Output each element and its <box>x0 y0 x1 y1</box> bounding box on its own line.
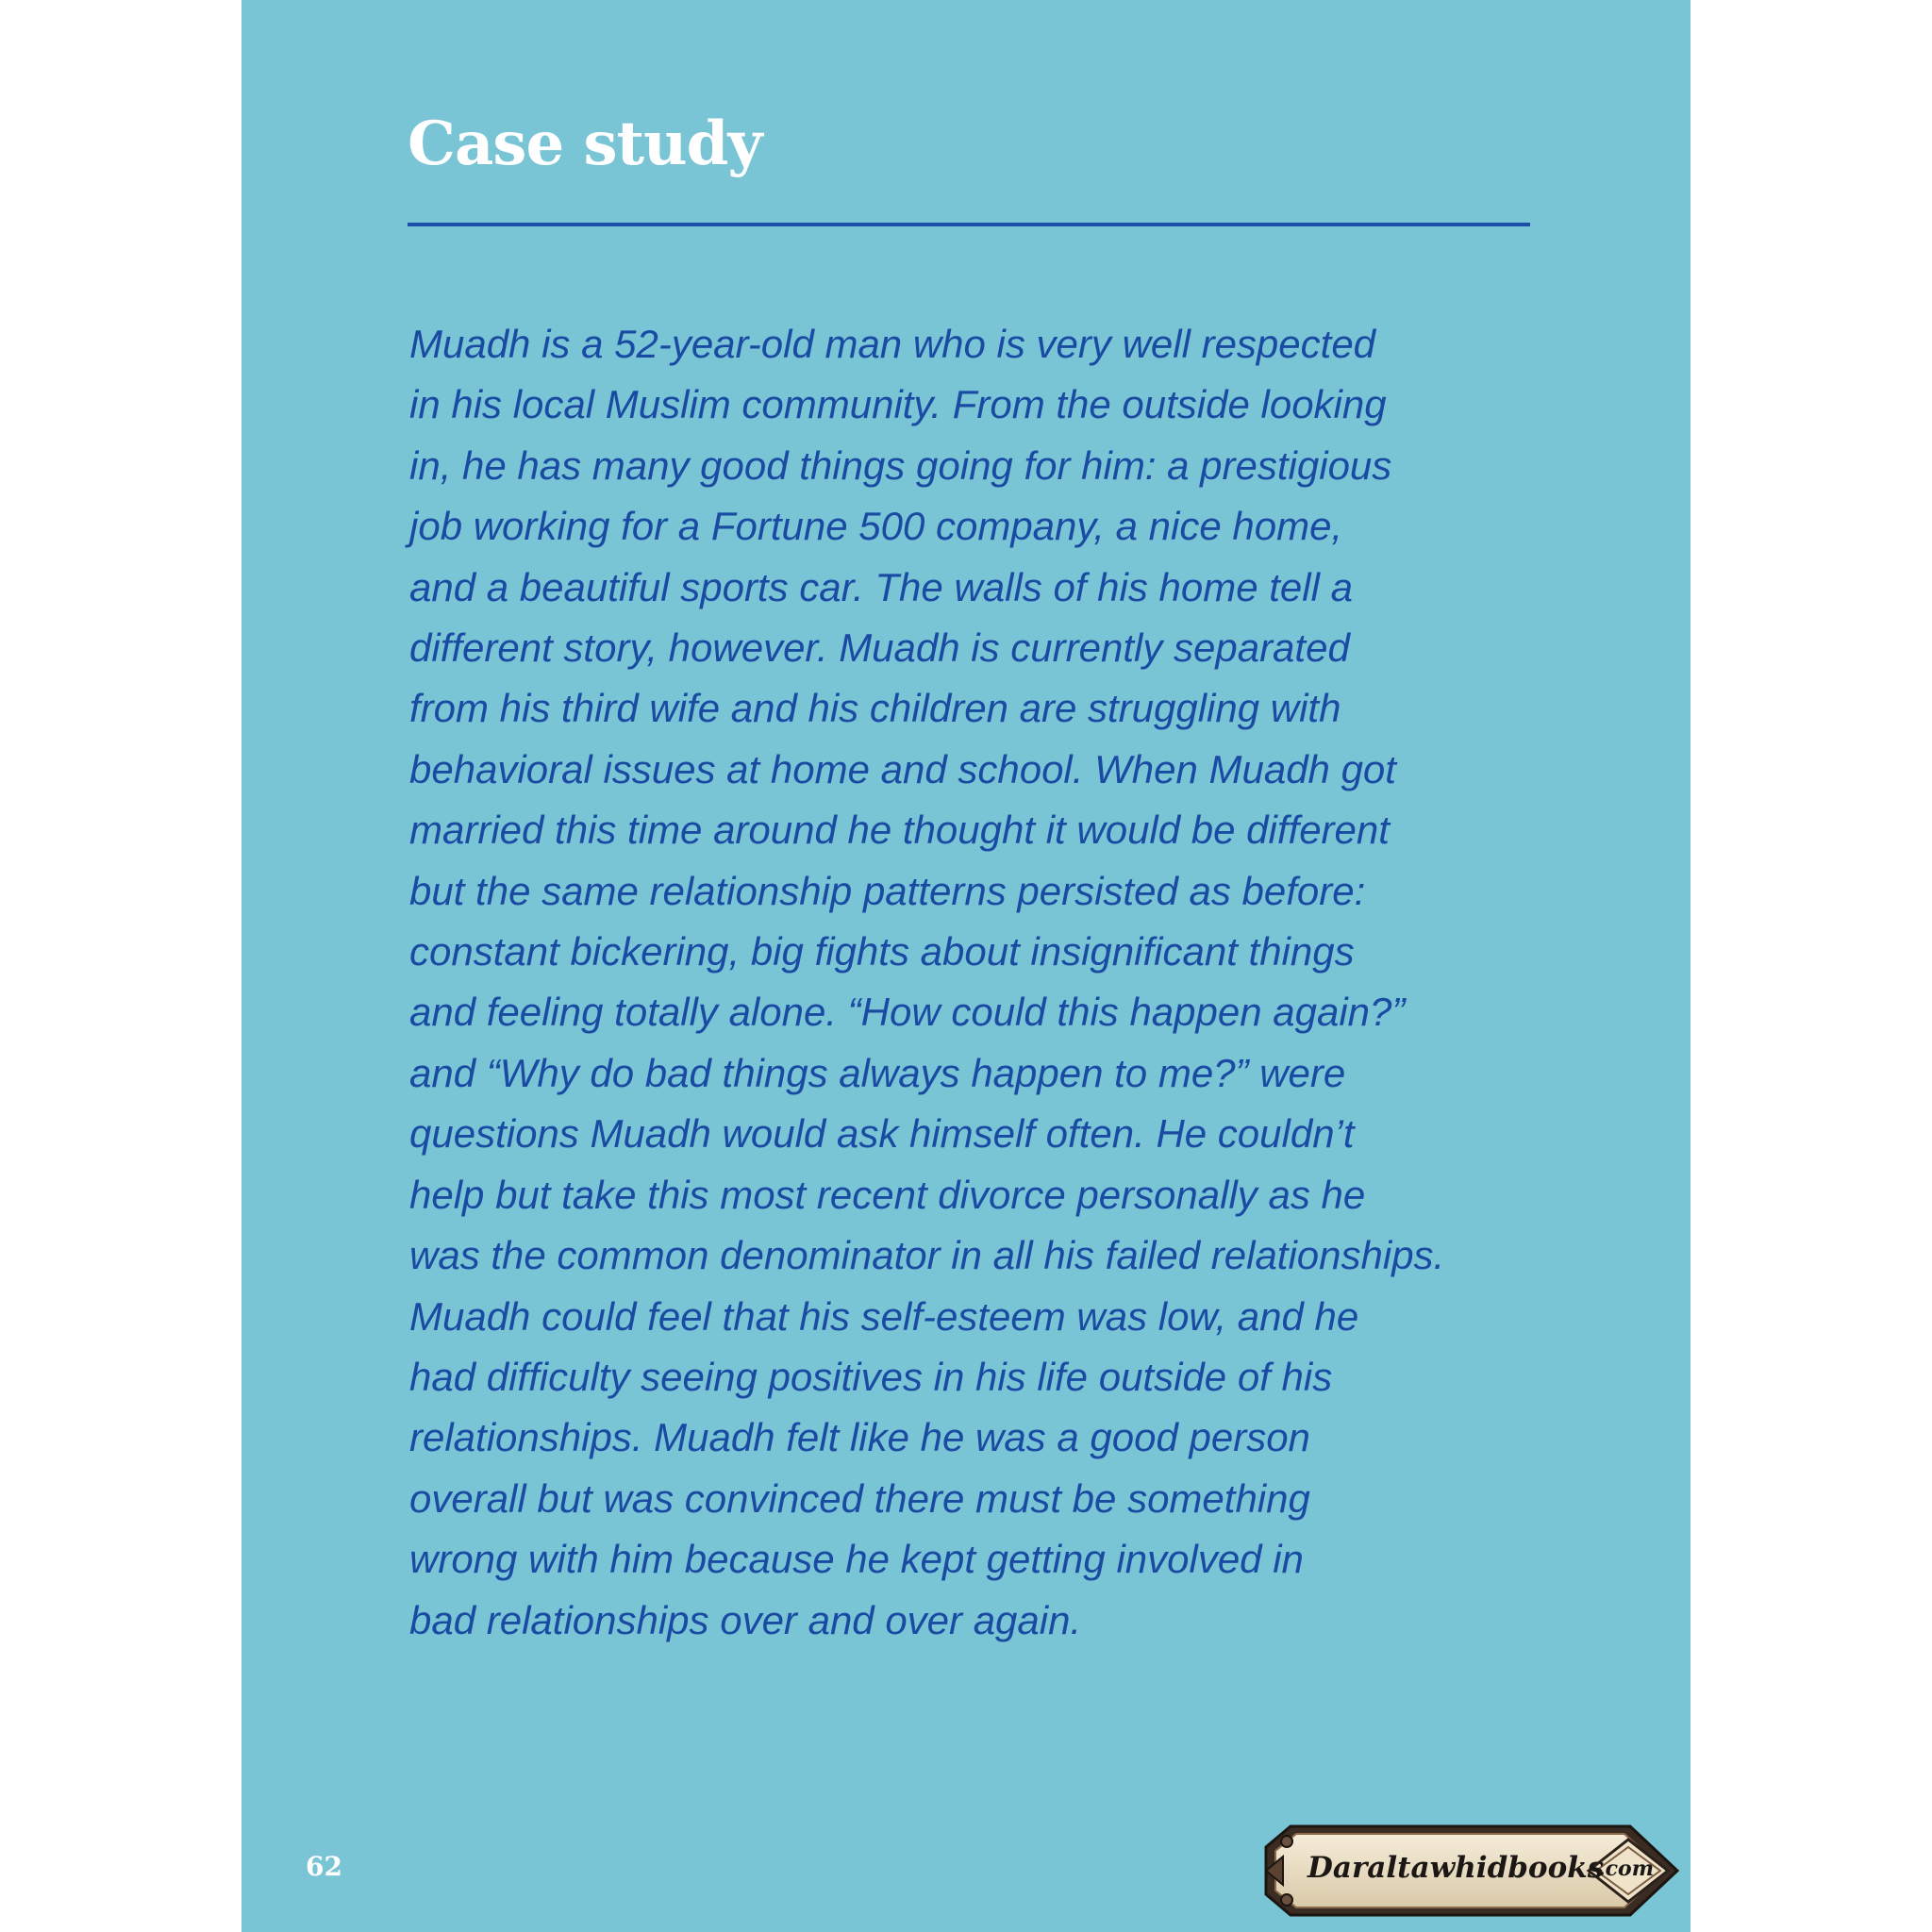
body-line: in, he has many good things going for him: a prestigious <box>409 442 1392 488</box>
body-line: but the same relationship patterns persisted as before: <box>409 868 1366 913</box>
body-line: questions Muadh would ask himself often. He couldn’t <box>409 1111 1355 1157</box>
watermark-suffix: .com <box>1598 1857 1655 1881</box>
body-line: and “Why do bad things always happen to me?” were <box>409 1050 1346 1095</box>
body-line: constant bickering, big fights about insignificant things <box>409 929 1355 974</box>
page-title: Case study <box>408 108 762 179</box>
body-line: wrong with him because he kept getting involved in <box>409 1537 1304 1582</box>
body-line: had difficulty seeing positives in his life outside of his <box>409 1354 1333 1399</box>
publisher-watermark-logo <box>1262 1821 1681 1921</box>
book-page <box>242 0 1690 1932</box>
body-line: in his local Muslim community. From the outside looking <box>409 382 1387 427</box>
body-line: was the common denominator in all his failed relationships. <box>409 1233 1445 1278</box>
body-line: and feeling totally alone. “How could this happen again?” <box>409 990 1406 1035</box>
body-line: bad relationships over and over again. <box>409 1597 1082 1642</box>
title-divider <box>408 223 1530 226</box>
body-line: behavioral issues at home and school. When Muadh got <box>409 746 1396 791</box>
body-line: overall but was convinced there must be something <box>409 1475 1310 1521</box>
watermark-name: Daraltawhidbooks <box>1307 1851 1605 1885</box>
page-number: 62 <box>306 1851 342 1882</box>
body-line: job working for a Fortune 500 company, a nice home, <box>409 504 1343 549</box>
body-line: from his third wife and his children are struggling with <box>409 686 1341 731</box>
body-line: Muadh could feel that his self-esteem was low, and he <box>409 1293 1359 1339</box>
body-line: different story, however. Muadh is currently separated <box>409 625 1350 671</box>
body-line: relationships. Muadh felt like he was a good person <box>409 1415 1310 1460</box>
body-line: Muadh is a 52-year-old man who is very well respected <box>409 322 1376 366</box>
body-line: married this time around he thought it would be different <box>409 808 1390 853</box>
case-study-text <box>409 314 1560 1651</box>
body-line: help but take this most recent divorce personally as he <box>409 1172 1366 1217</box>
body-line: and a beautiful sports car. The walls of his home tell a <box>409 564 1353 609</box>
